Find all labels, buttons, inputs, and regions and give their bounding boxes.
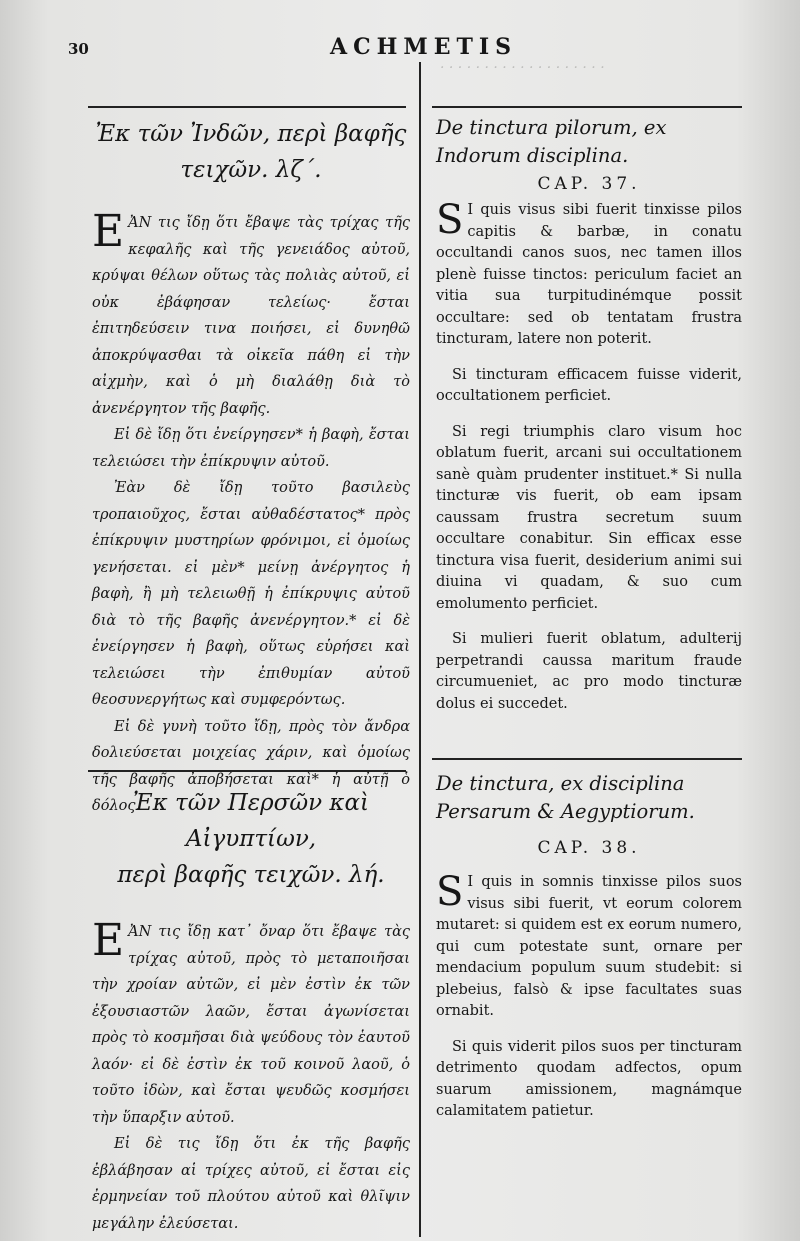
page-number: 30 (68, 40, 89, 58)
greek-section-38 (92, 785, 410, 1237)
right-top-rule (432, 106, 742, 108)
drop-cap: Ε (92, 206, 125, 257)
latin-paragraph: Si regi triumphis claro visum hoc oblatum fuerit, arcani sui occultationem sanè quàm prudenter instituet.* Si nulla tincturæ vis fuerit, ob eam ipsam caussam frustra secretum suum occultare conabitur. Sin efficax esse tinctura visa fuerit, desiderium animi sui diuina vi quadam, & suo cum emolumento perficiet. (436, 423, 742, 612)
running-title: ACHMETIS (330, 34, 518, 60)
latin-paragraph: Si tincturam efficacem fuisse viderit, occultationem perficiet. (436, 366, 742, 404)
greek-section-37 (92, 116, 410, 820)
latin-section-38 (436, 770, 742, 1137)
greek-heading-line2: τειχῶν. λζ΄. (180, 157, 322, 183)
page-header (60, 30, 760, 60)
greek-heading-38 (92, 785, 410, 893)
greek-paragraph: ἈΝ τις ἴδῃ κατ᾽ ὄναρ ὅτι ἔβαψε τὰς τρίχας αὐτοῦ, πρὸς τὸ μεταποιῆσαι τὴν χροίαν αὐτῶν, εἰ μὲν ἐστὶν ἐκ τῶν ἐξουσιαστῶν λαῶν, ἔσται ἀγωνίσεται πρὸς τὸ κοσμῆσαι διὰ ψεύδους τὸν ἑαυτοῦ λαόν· εἰ δὲ ἐστὶν ἐκ τοῦ κοινοῦ λαοῦ, ὁ τοῦτο ἰδὼν, καὶ ἔσται ψευδῶς κοσμήσει τὴν ὕπαρξιν αὐτοῦ. (92, 924, 410, 1126)
left-mid-rule (88, 770, 406, 772)
chapter-label-37: CAP. 37. (537, 174, 641, 194)
greek-text-38 (92, 915, 410, 1237)
latin-text-38 (436, 869, 742, 1123)
latin-section-37 (436, 114, 742, 729)
greek-paragraph: Εἰ δὲ τις ἴδῃ ὅτι ἐκ τῆς βαφῆς ἐβλάβησαν αἱ τρίχες αὐτοῦ, εἰ ἔσται εἰς ἐρμηνείαν τοῦ πλούτου αὐτοῦ καὶ θλῖψιν μεγάλην ἐλεύσεται. (92, 1136, 410, 1232)
latin-paragraph: Si mulieri fuerit oblatum, adulterij perpetrandi caussa maritum fraude circumueniet, ac pro modo tincturæ dolus ei succedet. (436, 631, 742, 712)
greek-heading-line1: Ἐκ τῶν Περσῶν καὶ Αἰγυπτίων, (132, 790, 370, 852)
latin-heading-38: De tinctura, ex disciplina Persarum & Aegyptiorum. (436, 772, 695, 823)
greek-paragraph: Ἐὰν δὲ ἴδῃ τοῦτο βασιλεὺς τροπαιοῦχος, ἔσται αὐθαδέστατος* πρὸς ἐπίκρυψιν μυστηρίων φρόνιμοι, εἰ ὁμοίως γενήσεται. εἰ μὲν* μείνῃ ἀνέργητος ἡ βαφὴ, ἢ μὴ τελειωθῇ ἡ ἐπίκρυψις αὐτοῦ διὰ τὸ τῆς βαφῆς ἀνενέργητον.* εἰ δὲ ἐνείργησεν ἡ βαφὴ, οὕτως εὑρήσει καὶ τελειώσει τὴν ἐπιθυμίαν αὐτοῦ θεοσυνεργήτως καὶ συμφερόντως. (92, 480, 410, 708)
greek-paragraph: Εἰ δὲ ἴδῃ ὅτι ἐνείργησεν* ἡ βαφὴ, ἔσται τελειώσει τὴν ἐπίκρυψιν αὐτοῦ. (92, 427, 410, 470)
greek-heading-line2: περὶ βαφῆς τειχῶν. λή. (117, 862, 385, 888)
latin-paragraph: I quis in somnis tinxisse pilos suos visus sibi fuerit, vt eorum colorem mutaret: si quidem est ex eorum numero, qui cum potestate sunt, ornare per mendacium populum suum studebit: si plebeius, falsò & ipse facultates suas ornabit. (436, 874, 742, 1019)
drop-cap: S (436, 197, 464, 243)
greek-text-37 (92, 206, 410, 820)
greek-paragraph: ἈΝ τις ἴδῃ ὅτι ἔβαψε τὰς τρίχας τῆς κεφαλῆς καὶ τῆς γενειάδος αὐτοῦ, κρύψαι θέλων οὕτως τὰς πολιὰς αὐτοῦ, εἰ οὐκ ἐβάφησαν τελείως· ἔσται ἐπιτηδεύσειν τινα ποιήσει, εἰ δυνηθῶ ἀποκρύψασθαι τὰ οἰκεῖα πάθη εἰ τὴν αἰχμὴν, καὶ ὁ μὴ διαλάθῃ διὰ τὸ ἀνενέργητον τῆς βαφῆς. (92, 215, 410, 417)
column-divider (419, 62, 421, 1237)
right-mid-rule (432, 758, 742, 760)
latin-text-37 (436, 197, 742, 715)
latin-paragraph: Si quis viderit pilos suos per tincturam detrimento quodam adfectos, opum suarum amissionem, magnámque calamitatem patietur. (436, 1038, 742, 1119)
greek-heading-37 (92, 116, 410, 188)
show-through-text: · · · · · · · · · · · · · · · · · · · (440, 60, 605, 76)
drop-cap: Ε (92, 915, 125, 966)
left-top-rule (88, 106, 406, 108)
drop-cap: S (436, 869, 464, 915)
latin-paragraph: I quis visus sibi fuerit tinxisse pilos capitis & barbæ, in conatu occultandi canos suos, nec tamen illos plenè fuisse tinctos: periculum faciet an vitia sua turpitudinémque possit occultare: sed ob tentatam frustra tincturam, latere non poterit. (436, 202, 742, 347)
greek-paragraph: Εἰ δὲ γυνὴ τοῦτο ἴδῃ, πρὸς τὸν ἄνδρα δολιεύσεται μοιχείας χάριν, καὶ ὁμοίως τῆς βαφῆς ἀποβήσεται καὶ* ἡ αὐτῇ ὁ δόλος. (92, 718, 410, 814)
chapter-label-38: CAP. 38. (537, 838, 641, 858)
greek-heading-line1: Ἐκ τῶν Ἰνδῶν, περὶ βαφῆς (95, 121, 407, 147)
latin-heading-37: De tinctura pilorum, ex Indorum disciplina. (436, 116, 667, 167)
